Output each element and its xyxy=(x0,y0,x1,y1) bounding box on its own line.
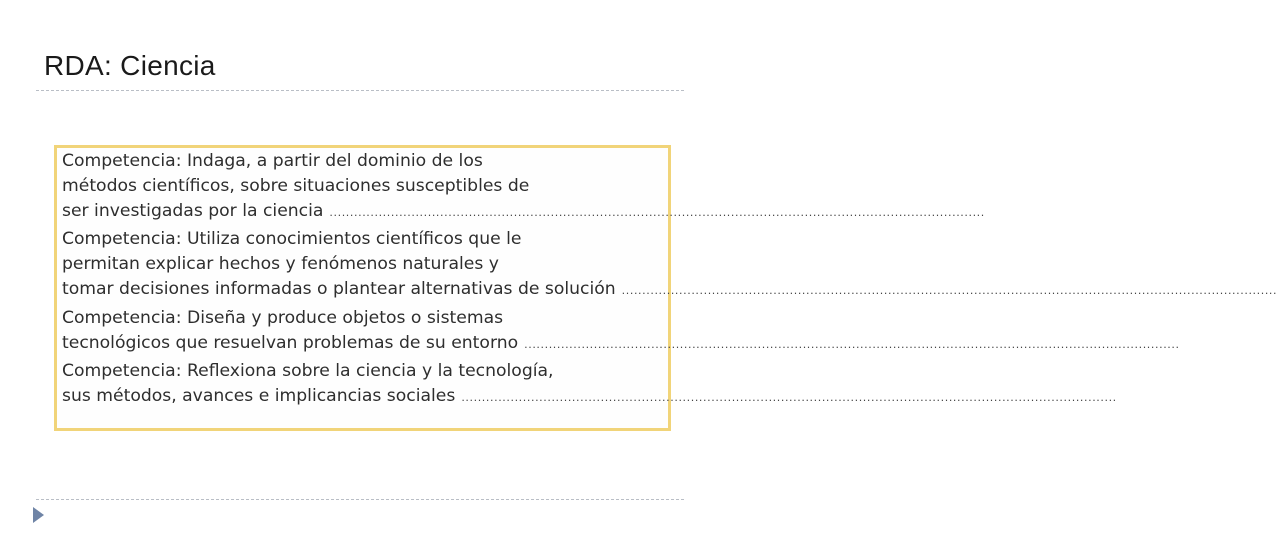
competencia-line xyxy=(62,384,1117,411)
competencia-text: permitan explicar hechos y fenómenos naturales y xyxy=(62,254,499,275)
competencia-line xyxy=(62,252,654,277)
competencia-line xyxy=(62,306,654,331)
dot-leader: ................................................................................................................................................................ xyxy=(461,391,1117,405)
competencia-text: Competencia: Diseña y produce objetos o sistemas xyxy=(62,307,504,328)
competencia-line xyxy=(62,277,1277,304)
competencia-block-1 xyxy=(62,149,985,225)
competencia-text: Competencia: Reflexiona sobre la ciencia y la tecnología, xyxy=(62,361,554,382)
dot-leader: ................................................................................................................................................................ xyxy=(524,337,1180,351)
competencia-text: tomar decisiones informadas o plantear alternativas de solución xyxy=(62,278,616,299)
competencia-text: sus métodos, avances e implicancias sociales xyxy=(62,386,456,407)
competencia-text: Competencia: Utiliza conocimientos científicos que le xyxy=(62,229,522,250)
slide-title: RDA: Ciencia xyxy=(44,50,216,81)
competencia-line xyxy=(62,174,654,199)
competencia-text: ser investigadas por la ciencia xyxy=(62,200,324,221)
competencia-line xyxy=(62,149,654,174)
competencia-line xyxy=(62,227,654,252)
competencia-line xyxy=(62,331,1180,358)
competencia-text: tecnológicos que resuelvan problemas de su entorno xyxy=(62,332,519,353)
competencia-line xyxy=(62,359,654,384)
competencias-box xyxy=(54,145,1277,431)
triangle-right-icon xyxy=(33,507,44,523)
competencia-text: Competencia: Indaga, a partir del dominio de los xyxy=(62,151,483,171)
competencia-line xyxy=(62,199,985,226)
dot-leader: ................................................................................................................................................................ xyxy=(621,283,1277,297)
competencia-text: métodos científicos, sobre situaciones susceptibles de xyxy=(62,175,530,196)
competencia-block-4 xyxy=(62,359,1117,411)
dot-leader: ................................................................................................................................................................ xyxy=(329,205,985,219)
footer-divider xyxy=(36,499,684,500)
title-divider xyxy=(36,90,684,91)
competencia-block-2 xyxy=(62,227,1277,303)
competencia-block-3 xyxy=(62,306,1180,358)
